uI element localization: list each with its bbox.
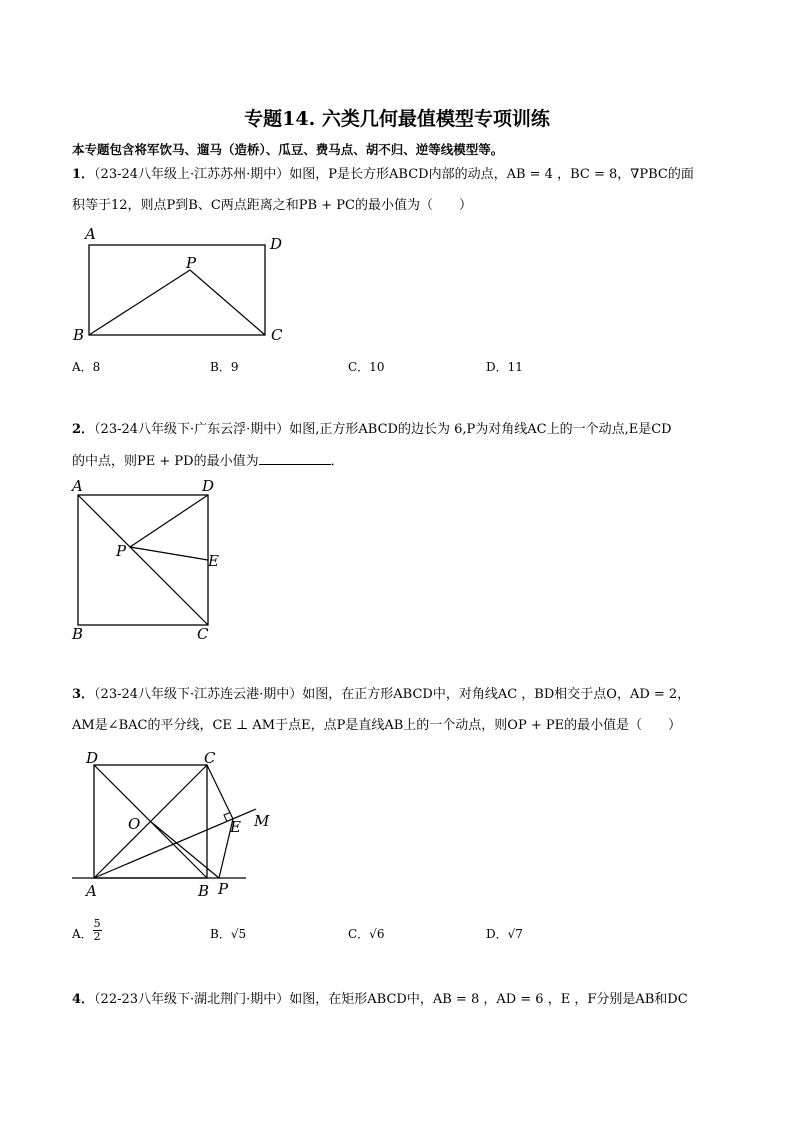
q3-option-d[interactable]: D．√7 — [486, 927, 523, 941]
q3-label-e: E — [230, 818, 241, 836]
q3-label-m: M — [254, 812, 270, 830]
q1-line2: 积等于12，则点P到B、C两点距离之和PB + PC的最小值为（ ） — [72, 198, 472, 213]
q3-number: 3． — [72, 687, 95, 702]
q2-label-b: B — [72, 625, 84, 643]
q2-figure — [66, 474, 236, 646]
q4-line1: 4．（22-23八年级下·湖北荆门·期中）如图，在矩形ABCD中，AB = 8 ，AD = 6 ，E ，F分别是AB和DC — [72, 992, 688, 1007]
q1-label-p: P — [186, 254, 197, 272]
q2-number: 2． — [72, 422, 95, 437]
q1-option-c[interactable]: C．10 — [348, 360, 385, 374]
q2-segment-pd — [130, 495, 208, 547]
q1-option-a[interactable]: A．8 — [72, 360, 101, 374]
intro-text: 本专题包含将军饮马、遛马（造桥）、瓜豆、费马点、胡不归、逆等线模型等。 — [72, 142, 504, 157]
q2-label-p: P — [116, 542, 127, 560]
q3-figure — [70, 744, 280, 904]
q1-label-d: D — [270, 235, 283, 253]
q2-label-a: A — [72, 477, 83, 495]
page-title: 专题14. 六类几何最值模型专项训练 — [244, 108, 550, 130]
q3-label-c: C — [204, 749, 216, 767]
q3-line1: 3．（23-24八年级下·江苏连云港·期中）如图，在正方形ABCD中，对角线AC ，BD相交于点O，AD = 2， — [72, 687, 691, 702]
q3-label-o: O — [128, 815, 141, 833]
q3-option-a[interactable]: A． $\frac{5}{2}$ — [72, 917, 101, 943]
q1-option-b[interactable]: B．9 — [210, 360, 239, 374]
q1-figure — [70, 222, 300, 350]
q2-answer-blank[interactable] — [259, 452, 331, 465]
q1-option-d[interactable]: D．11 — [486, 360, 523, 374]
q1-number: 1． — [72, 167, 95, 182]
q3-segment-ce — [207, 765, 233, 819]
q2-label-d: D — [202, 477, 215, 495]
q2-label-e: E — [208, 552, 219, 570]
q3-option-c[interactable]: C．√6 — [348, 927, 385, 941]
q3-label-b: B — [198, 882, 210, 900]
q1-segments-pb-pc — [89, 270, 265, 335]
q3-line2: AM是∠BAC的平分线，CE ⊥ AM于点E，点P是直线AB上的一个动点，则OP + PE的最小值是（ ） — [72, 718, 682, 733]
q2-line1: 2．（23-24八年级下·广东云浮·期中）如图,正方形ABCD的边长为 6,P为对角线AC上的一个动点,E是CD — [72, 422, 672, 437]
q1-rectangle — [89, 245, 265, 335]
q1-label-c: C — [271, 326, 283, 344]
q2-diagonal-ac — [78, 495, 208, 625]
q1-label-b: B — [73, 326, 85, 344]
q3-option-a-fraction: $\frac{5}{2}$ — [93, 917, 101, 943]
q3-label-d: D — [86, 749, 99, 767]
q1-label-a: A — [85, 225, 96, 243]
q2-line2: 的中点，则PE + PD的最小值为 ． — [72, 454, 344, 469]
q4-number: 4． — [72, 992, 95, 1007]
q3-label-a: A — [86, 882, 97, 900]
q2-label-c: C — [197, 625, 209, 643]
q3-option-b[interactable]: B．√5 — [210, 927, 247, 941]
q3-label-p: P — [218, 880, 229, 898]
q1-line1: 1．（23-24八年级上·江苏苏州·期中）如图，P是长方形ABCD内部的动点，AB = 4 ，BC = 8，∇PBC的面 — [72, 167, 694, 182]
